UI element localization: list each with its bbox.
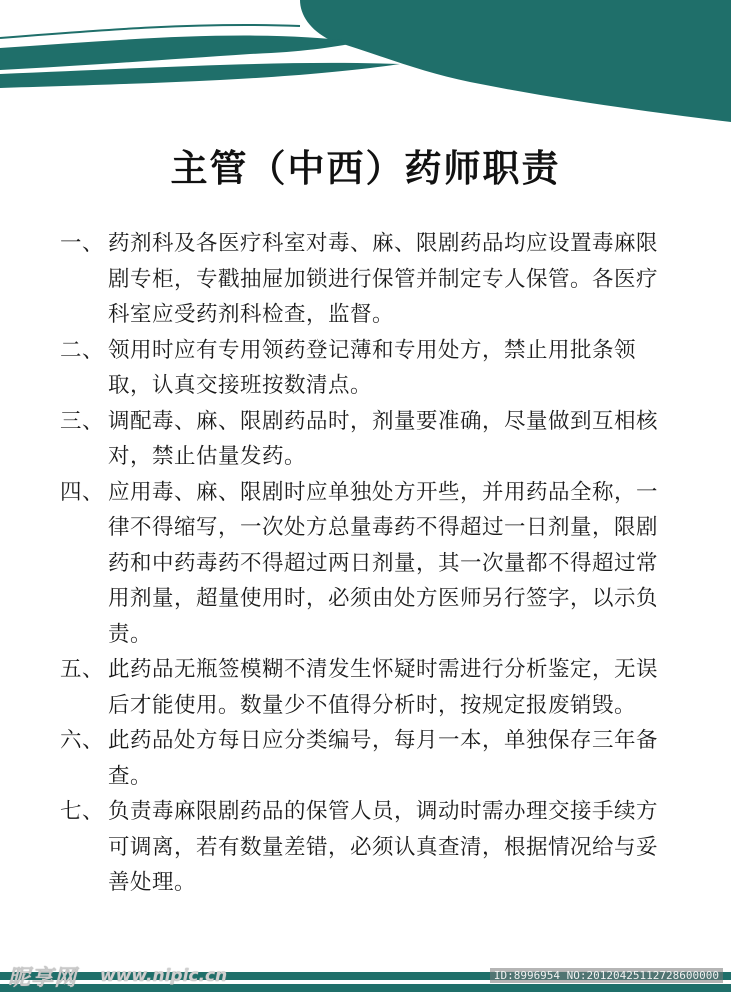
rule-item-1 — [60, 226, 660, 333]
header-wave-lower-band — [0, 63, 400, 88]
watermark-id: ID:8996954 NO:20120425112728600000 — [490, 968, 723, 983]
rule-number: 四、 — [60, 479, 105, 505]
rule-item-7 — [60, 794, 660, 901]
rule-item-6 — [60, 723, 660, 794]
rule-number: 一、 — [60, 231, 105, 256]
rule-text: 药剂科及各医疗科室对毒、麻、限剧药品均应设置毒麻限剧专柜，专戳抽屉加锁进行保管并制定专人保管。各医疗科室应受药剂科检查，监督。 — [108, 231, 659, 327]
rule-item-5 — [60, 652, 660, 723]
rule-number: 三、 — [60, 408, 105, 434]
rule-number: 五、 — [60, 657, 105, 682]
watermark-logo: 昵享网 — [8, 966, 78, 991]
rules-list — [60, 226, 660, 901]
watermark-url: www.nipic.cn — [100, 966, 228, 986]
header-wave-decoration — [0, 0, 731, 130]
rule-number: 二、 — [60, 337, 105, 363]
rule-text: 负责毒麻限剧药品的保管人员，调动时需办理交接手续方可调离，若有数量差错，必须认真查清，根据情况给与妥善处理。 — [108, 799, 659, 895]
rule-text: 调配毒、麻、限剧药品时，剂量要准确，尽量做到互相核对，禁止估量发药。 — [108, 408, 659, 469]
rule-item-2 — [60, 333, 660, 404]
rule-item-4 — [60, 475, 660, 653]
rule-number: 六、 — [60, 728, 105, 753]
header-wave-fill — [300, 0, 731, 122]
rule-number: 七、 — [60, 799, 105, 824]
page-title: 主管（中西）药师职责 — [170, 147, 561, 190]
rule-item-3 — [60, 404, 660, 475]
rule-text: 应用毒、麻、限剧时应单独处方开些，并用药品全称，一律不得缩写，一次处方总量毒药不得超过一日剂量，限剧药和中药毒药不得超过两日剂量，其一次量都不得超过常用剂量，超量使用时，必须由处方医师另行签字，以示负责。 — [108, 479, 659, 647]
rule-text: 此药品无瓶签模糊不清发生怀疑时需进行分析鉴定，无误后才能使用。数量少不值得分析时，按规定报废销毁。 — [108, 657, 659, 718]
rule-text: 此药品处方每日应分类编号，每月一本，单独保存三年备查。 — [108, 728, 659, 789]
rule-text: 领用时应有专用领药登记薄和专用处方，禁止用批条领取，认真交接班按数清点。 — [108, 337, 637, 398]
